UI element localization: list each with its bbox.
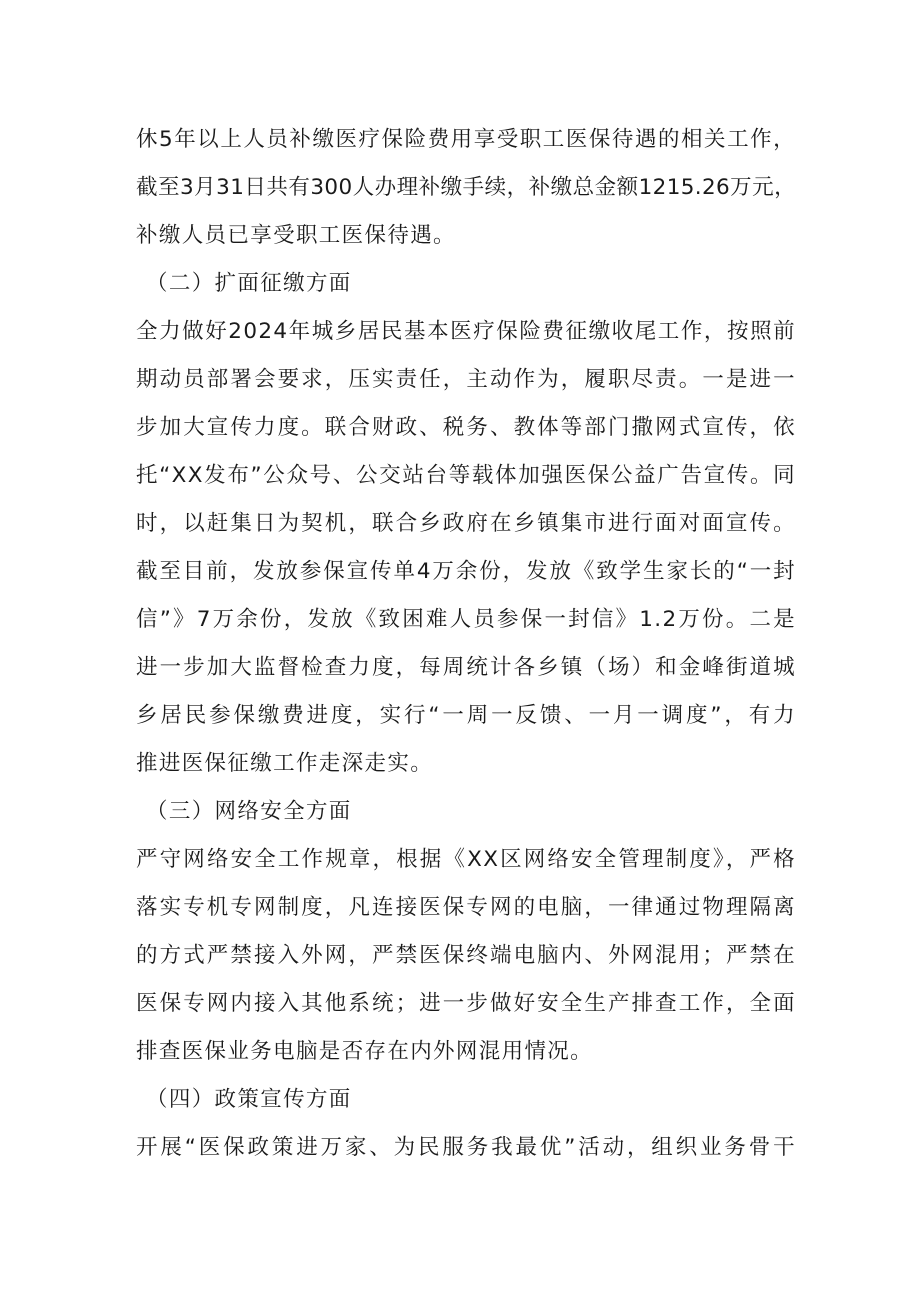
section-heading: （三）网络安全方面 <box>146 799 352 824</box>
text-line: 推进医保征缴工作走深走实。 <box>136 751 434 776</box>
text-line: 休5年以上人员补缴医疗保险费用享受职工医保待遇的相关工作， <box>136 127 796 152</box>
text-line: 医保专网内接入其他系统；进一步做好安全生产排查工作，全面 <box>136 991 796 1016</box>
text-line: 时，以赶集日为契机，联合乡政府在乡镇集市进行面对面宣传。 <box>136 511 796 536</box>
text-line: 截至3月31日共有300人办理补缴手续，补缴总金额1215.26万元， <box>136 175 796 200</box>
text-line: 信”》7万余份，发放《致困难人员参保一封信》1.2万份。二是 <box>136 607 796 632</box>
text-line: 的方式严禁接入外网，严禁医保终端电脑内、外网混用；严禁在 <box>136 943 796 968</box>
section-heading: （四）政策宣传方面 <box>146 1087 352 1112</box>
text-line: 严守网络安全工作规章，根据《XX区网络安全管理制度》，严格 <box>136 847 796 872</box>
text-line: 托“XX发布”公众号、公交站台等载体加强医保公益广告宣传。同 <box>136 463 796 488</box>
document-body <box>136 116 796 1172</box>
text-line: 排查医保业务电脑是否存在内外网混用情况。 <box>136 1039 594 1064</box>
text-line: 进一步加大监督检查力度，每周统计各乡镇（场）和金峰街道城 <box>136 655 796 680</box>
text-line: 落实专机专网制度，凡连接医保专网的电脑，一律通过物理隔离 <box>136 895 796 920</box>
text-line: 开展“医保政策进万家、为民服务我最优”活动，组织业务骨干 <box>136 1135 796 1160</box>
text-line: 补缴人员已享受职工医保待遇。 <box>136 223 456 248</box>
text-line: 全力做好2024年城乡居民基本医疗保险费征缴收尾工作，按照前 <box>136 319 796 344</box>
text-line: 截至目前，发放参保宣传单4万余份，发放《致学生家长的“一封 <box>136 559 796 584</box>
text-line: 乡居民参保缴费进度，实行“一周一反馈、一月一调度”，有力 <box>136 703 796 728</box>
text-line: 期动员部署会要求，压实责任，主动作为，履职尽责。一是进一 <box>136 367 796 392</box>
section-heading: （二）扩面征缴方面 <box>146 271 352 296</box>
text-line: 步加大宣传力度。联合财政、税务、教体等部门撒网式宣传，依 <box>136 415 796 440</box>
